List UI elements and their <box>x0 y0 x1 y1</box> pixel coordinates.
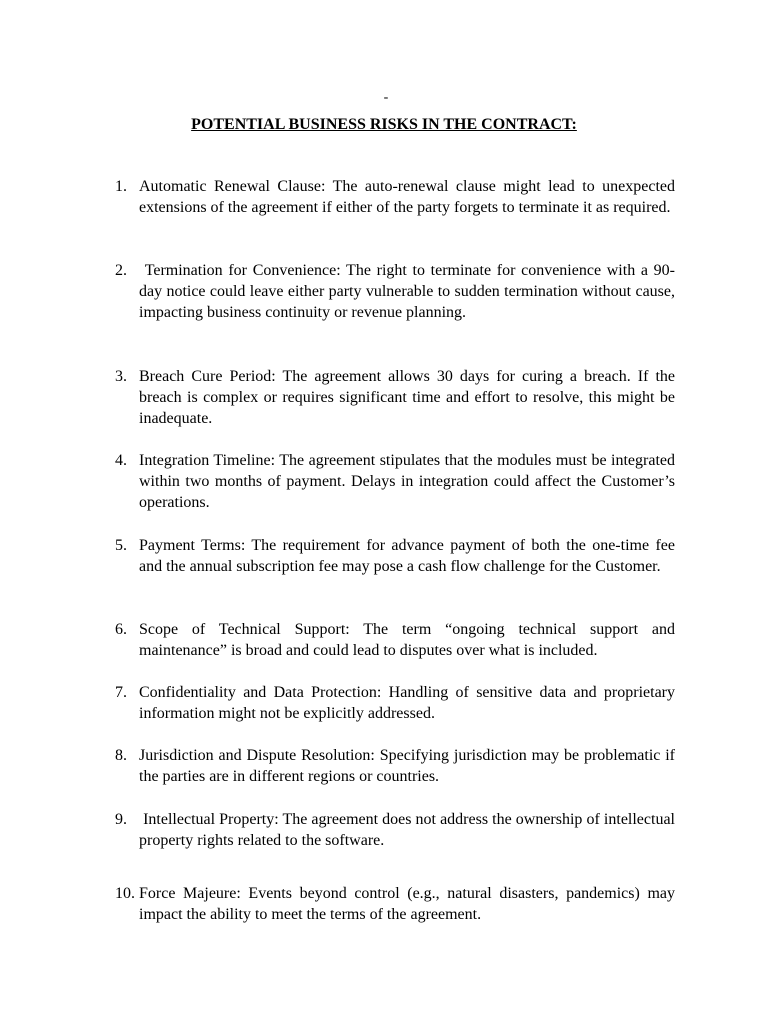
list-item-number: 9. <box>115 811 127 828</box>
list-item-number: 5. <box>115 537 127 554</box>
list-item-text: Integration Timeline: The agreement stipulates that the modules must be integrated within two months of payment. Delays in integration could affect the Customer’s operations. <box>139 452 675 511</box>
list-item-text: Automatic Renewal Clause: The auto-renewal clause might lead to unexpected extensions of the agreement if either of the party forgets to terminate it as required. <box>139 178 675 216</box>
page-title: POTENTIAL BUSINESS RISKS IN THE CONTRACT: <box>191 116 577 133</box>
list-item <box>115 535 675 577</box>
list-item-number: 8. <box>115 747 127 764</box>
list-item-number: 7. <box>115 684 127 701</box>
list-item-text: Termination for Convenience: The right to terminate for convenience with a 90-day notice could leave either party vulnerable to sudden termination without cause, impacting business continuity or revenue planning. <box>139 262 679 321</box>
list-item-text: Force Majeure: Events beyond control (e.g., natural disasters, pandemics) may impact the ability to meet the terms of the agreement. <box>139 885 675 923</box>
list-item-number: 6. <box>115 621 127 638</box>
list-item <box>115 260 679 323</box>
list-item <box>115 883 675 925</box>
list-item-text: Intellectual Property: The agreement does not address the ownership of intellectual property rights related to the software. <box>139 811 680 849</box>
list-item <box>115 682 675 724</box>
list-item <box>115 366 675 429</box>
list-item <box>115 176 675 218</box>
list-item <box>115 619 675 661</box>
list-item-text: Breach Cure Period: The agreement allows 30 days for curing a breach. If the breach is complex or requires significant time and effort to resolve, this might be inadequate. <box>139 368 675 427</box>
list-item-number: 10. <box>115 885 135 902</box>
list-item-text: Confidentiality and Data Protection: Handling of sensitive data and proprietary information might not be explicitly addressed. <box>139 684 675 722</box>
list-item-text: Jurisdiction and Dispute Resolution: Specifying jurisdiction may be problematic if the parties are in different regions or countries. <box>139 747 675 785</box>
list-item-number: 2. <box>115 262 127 279</box>
list-item <box>115 450 675 513</box>
top-mark: - <box>383 90 389 105</box>
list-item <box>115 809 680 851</box>
list-item <box>115 745 675 787</box>
list-item-text: Scope of Technical Support: The term “ongoing technical support and maintenance” is broad and could lead to disputes over what is included. <box>139 621 675 659</box>
list-item-number: 1. <box>115 178 127 195</box>
list-item-number: 4. <box>115 452 127 469</box>
list-item-text: Payment Terms: The requirement for advance payment of both the one-time fee and the annual subscription fee may pose a cash flow challenge for the Customer. <box>139 537 675 575</box>
list-item-number: 3. <box>115 368 127 385</box>
